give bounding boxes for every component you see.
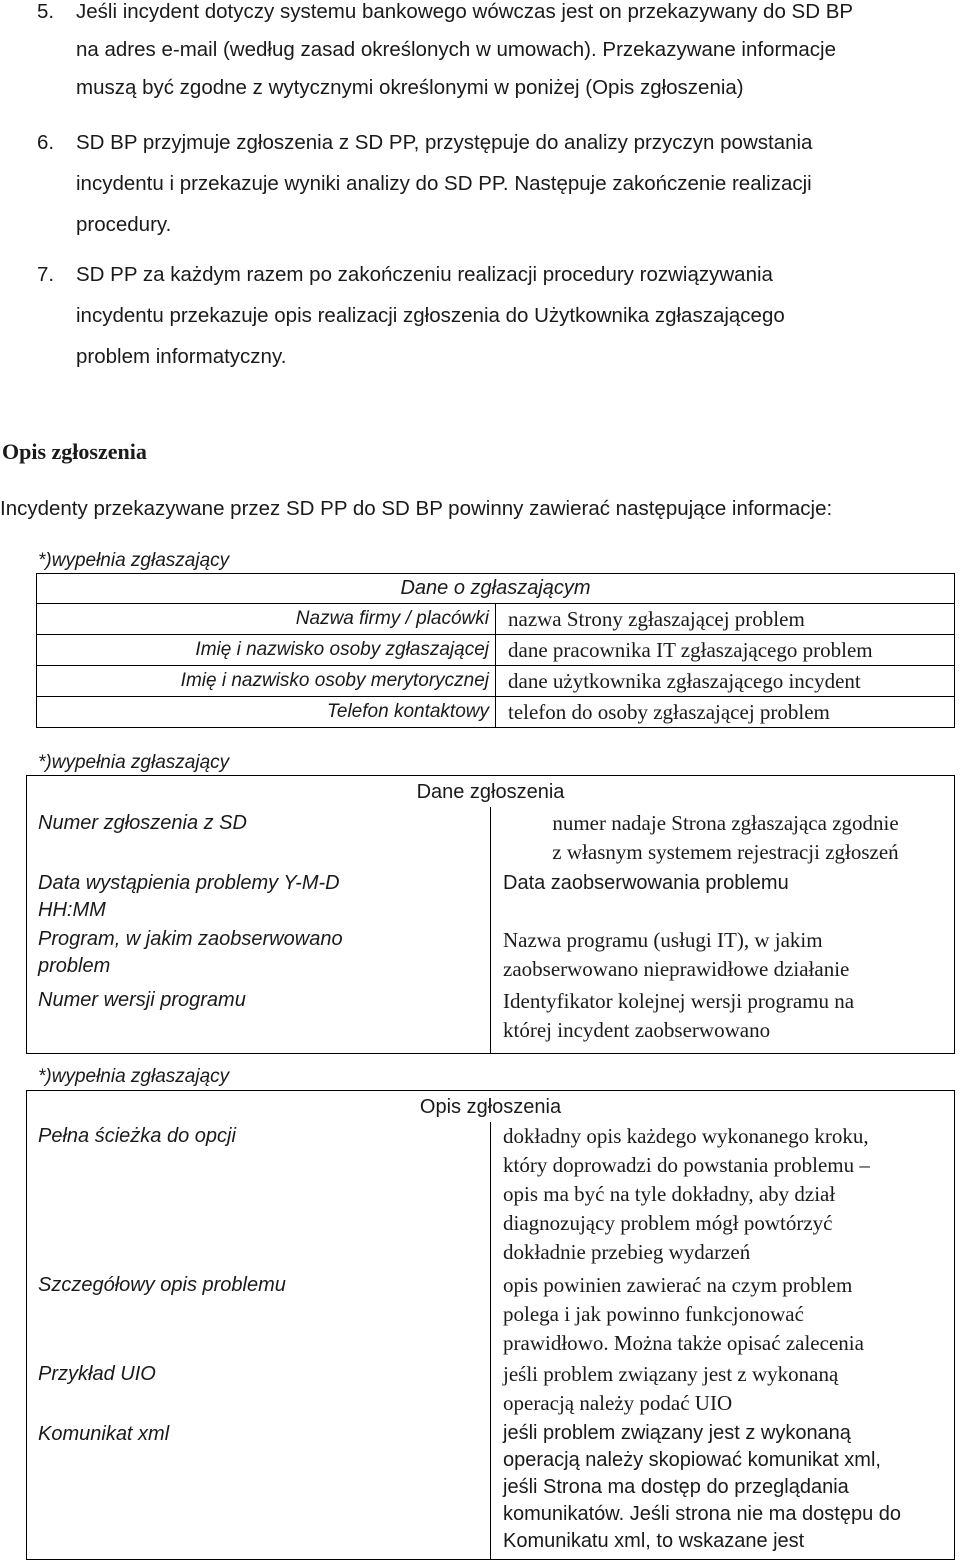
row-label: Numer wersji programu [27, 987, 491, 1054]
row-value: dane użytkownika zgłaszającego incydent [496, 666, 955, 697]
list-number: 7. [37, 263, 55, 286]
list-line: problem informatyczny. [76, 345, 287, 368]
row-value: Identyfikator kolejnej wersji programu na której incydent zaobserwowano [491, 987, 955, 1054]
table-row [27, 1360, 955, 1420]
table-row [27, 1271, 955, 1360]
table2-note: *)wypełnia zgłaszający [38, 752, 230, 773]
row-label: Program, w jakim zaobserwowano problem [27, 924, 491, 987]
row-value: telefon do osoby zgłaszającej problem [496, 697, 955, 728]
row-label: Data wystąpienia problemy Y-M-D HH:MM [27, 870, 491, 924]
list-line: incydentu przekazuje opis realizacji zgłoszenia do Użytkownika zgłaszającego [76, 304, 785, 327]
table-row [37, 666, 955, 697]
table-header: Dane o zgłaszającym [37, 574, 955, 604]
table-row [27, 1122, 955, 1271]
row-label: Nazwa firmy / placówki [37, 604, 496, 635]
table-row [27, 807, 955, 870]
row-value: dokładny opis każdego wykonanego kroku, który doprowadzi do powstania problemu – opis ma być na tyle dokładny, aby dział diagnozujący problem mógł powtórzyć dokładnie przebieg wydarzeń [491, 1122, 955, 1271]
report-data-table [26, 775, 955, 1054]
row-label: Przykład UIO [27, 1360, 491, 1420]
row-value: jeśli problem związany jest z wykonaną operacją należy skopiować komunikat xml, jeśli Strona ma dostęp do przeglądania komunikatów. Jeśli strona nie ma dostępu do Komunikatu xml, to wskazane jest [491, 1420, 955, 1560]
table-header: Dane zgłoszenia [27, 776, 955, 808]
reporter-table [36, 573, 955, 728]
row-value: dane pracownika IT zgłaszającego problem [496, 635, 955, 666]
section-heading: Opis zgłoszenia [2, 439, 147, 464]
table-row [37, 635, 955, 666]
row-label: Szczegółowy opis problemu [27, 1271, 491, 1360]
list-number: 6. [37, 131, 55, 154]
list-line: procedury. [76, 213, 172, 236]
row-label: Pełna ścieżka do opcji [27, 1122, 491, 1271]
row-label: Komunikat xml [27, 1420, 491, 1560]
row-value: nazwa Strony zgłaszającej problem [496, 604, 955, 635]
list-line: incydentu i przekazuje wyniki analizy do SD PP. Następuje zakończenie realizacji [76, 172, 812, 195]
list-line: SD BP przyjmuje zgłoszenia z SD PP, przystępuje do analizy przyczyn powstania [76, 131, 813, 154]
row-value: opis powinien zawierać na czym problem polega i jak powinno funkcjonować prawidłowo. Można także opisać zalecenia [491, 1271, 955, 1360]
report-description-table [26, 1090, 955, 1560]
table-row [37, 697, 955, 728]
row-label: Numer zgłoszenia z SD [27, 807, 491, 870]
table-row [37, 604, 955, 635]
list-line: Jeśli incydent dotyczy systemu bankowego wówczas jest on przekazywany do SD BP [76, 0, 854, 23]
row-value: Nazwa programu (usługi IT), w jakim zaobserwowano nieprawidłowe działanie [491, 924, 955, 987]
row-value: Data zaobserwowania problemu [491, 870, 955, 924]
row-value: jeśli problem związany jest z wykonaną operacją należy podać UIO [491, 1360, 955, 1420]
row-label: Imię i nazwisko osoby merytorycznej [37, 666, 496, 697]
row-value: numer nadaje Strona zgłaszająca zgodnie z własnym systemem rejestracji zgłoszeń [491, 807, 955, 870]
list-line: na adres e-mail (według zasad określonych w umowach). Przekazywane informacje [76, 38, 836, 61]
section-intro: Incydenty przekazywane przez SD PP do SD BP powinny zawierać następujące informacje: [0, 497, 833, 520]
table-row [27, 1420, 955, 1560]
row-label: Imię i nazwisko osoby zgłaszającej [37, 635, 496, 666]
table-header: Opis zgłoszenia [27, 1091, 955, 1123]
list-number: 5. [37, 0, 55, 23]
table3-note: *)wypełnia zgłaszający [38, 1066, 230, 1087]
row-label: Telefon kontaktowy [37, 697, 496, 728]
table-row [27, 987, 955, 1054]
list-line: muszą być zgodne z wytycznymi określonymi w poniżej (Opis zgłoszenia) [76, 76, 744, 99]
table-row [27, 924, 955, 987]
table1-note: *)wypełnia zgłaszający [38, 550, 230, 571]
table-row [27, 870, 955, 924]
list-line: SD PP za każdym razem po zakończeniu realizacji procedury rozwiązywania [76, 263, 773, 286]
